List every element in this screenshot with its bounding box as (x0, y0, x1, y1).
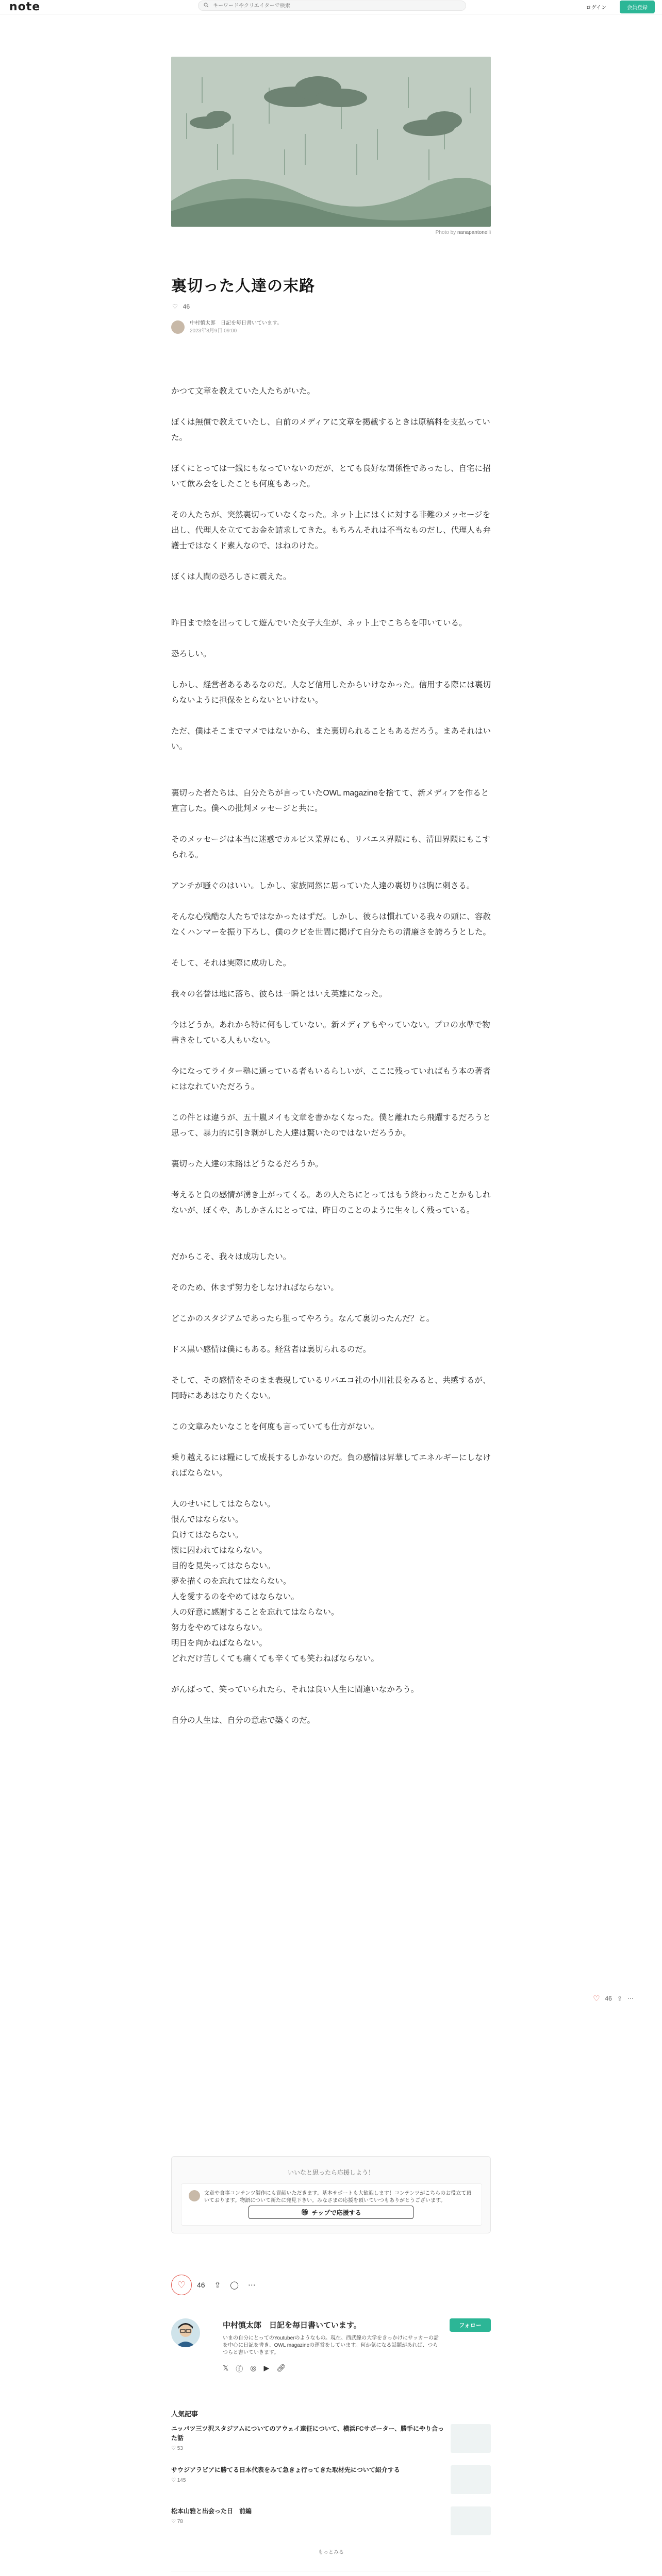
heart-outline-icon: ♡ (593, 1994, 600, 2003)
article-paragraph: ぼくは人間の恐ろしさに震えた。 (171, 572, 291, 581)
article-paragraph: 今はどうか。あれから特に何もしていない。新メディアもやっていない。プロの水準で物書きをしている人もいない。 (171, 1021, 490, 1045)
support-box (171, 2156, 491, 2233)
article-paragraph: がんばって、笑っていられたら、それは良い人生に間違いなかろう。 (171, 1685, 419, 1694)
like-mini[interactable] (172, 303, 190, 310)
article-paragraph: 裏切った人達の末路はどうなるだろうか。 (171, 1160, 323, 1168)
popular-like-count: 145 (177, 2478, 186, 2483)
popular-item[interactable] (171, 2465, 491, 2496)
more-icon[interactable]: ⋯ (247, 2281, 256, 2290)
article-paragraph: 昨日まで絵を出ってして遊んでいた女子大生が、ネット上でこちらを叩いている。 (171, 619, 467, 628)
popular-like-count: 53 (177, 2446, 183, 2451)
support-message: 文章や食事コンテンツ製作にも貢献いただきます。基本サポートも大歓迎します！コンテンツがこちらのお役立て頂いております。物語について新たに発見下きい。みなさまの応援を頂いていつもありがとうございます。 (204, 2191, 472, 2204)
search-icon (204, 1, 209, 10)
article-paragraph: 恐ろしい。 (171, 650, 211, 658)
popular-thumb[interactable] (451, 2506, 491, 2535)
article-paragraph: そして、その感情をそのまま表現しているリバエコ社の小川社長をみると、共感するが、同時にああはなりたくない。 (171, 1376, 491, 1400)
article-title: 裏切った人達の末路 (171, 278, 315, 295)
article-paragraph: しかし、経営者あるあるなのだ。人など信用したからいけなかった。信用する際には裏切らないように担保をとらないといけない。 (171, 681, 491, 705)
more-link[interactable]: もっとみる (318, 2550, 344, 2555)
popular-like: ♡ 78 (171, 2519, 183, 2524)
article-paragraph: かつて文章を教えていた人たちがいた。 (171, 387, 316, 396)
comment-icon[interactable]: ◯ (230, 2281, 239, 2290)
instagram-icon[interactable]: ◎ (250, 2364, 257, 2372)
article-paragraph: だからこそ、我々は成功したい。 (171, 1252, 291, 1261)
popular-like: ♡ 53 (171, 2446, 183, 2451)
article-paragraph: 乗り越えるには糧にして成長するしかないのだ。負の感情は昇華してエネルギーにしなければならない。 (171, 1453, 491, 1478)
link-icon[interactable]: 🔗︎ (276, 2364, 286, 2372)
article-paragraph: 我々の名誉は地に落ち、彼らは一瞬とはいえ英雄になった。 (171, 990, 387, 998)
author-name[interactable]: 中村慎太郎 日記を毎日書いています。 (190, 320, 283, 326)
popular-like-count: 78 (177, 2519, 183, 2524)
tip-button[interactable] (249, 2206, 413, 2219)
popular-thumb[interactable] (451, 2465, 491, 2494)
article-body (171, 384, 491, 1728)
avatar[interactable] (171, 320, 185, 334)
share-icon[interactable]: ⇪ (617, 1995, 622, 2002)
support-heading: いいなと思ったら応援しよう！ (287, 2169, 374, 2176)
social-icons (223, 2364, 286, 2374)
popular-title[interactable]: ニッパツ三ツ沢スタジアムについてのアウェイ遠征について、横浜FCサポーター、勝手にやり合った話 (171, 2425, 444, 2442)
publish-date: 2023年8月9日 09:00 (190, 328, 237, 334)
more-icon[interactable]: ⋯ (627, 1995, 634, 2002)
creator-bio: いまの自分にとってのYoutuberのようなもの。現在、西武線の大学をきっかけにサッカーの話を中心に日記を書き、OWL magazineの運営をしています。何か気になる話題があれば、つらつらと書いていきます。 (223, 2335, 439, 2355)
article-paragraph: その人たちが、突然裏切っていなくなった。ネット上にはくに対する非難のメッセージを出し、代理人を立ててお金を請求してきた。もちろんそれは不当なものだし、代理人も弁護士ではなくド素人なので、はねのけた。 (171, 511, 491, 550)
article-paragraph: この文章みたいなことを何度も言っていても仕方がない。 (171, 1422, 379, 1431)
popular-heading: 人気記事 (171, 2410, 198, 2418)
article-paragraph: ドス黒い感情は僕にもある。経営者は裏切られるのだ。 (171, 1345, 371, 1354)
popular-like: ♡ 145 (171, 2478, 186, 2483)
floating-like[interactable] (593, 1994, 634, 2003)
heart-icon: ♡ (177, 2279, 186, 2290)
heart-outline-icon: ♡ (172, 303, 178, 310)
article-paragraph: そのため、休まず努力をしなければならない。 (171, 1283, 339, 1292)
photo-credit (436, 230, 491, 235)
article-paragraph: ただ、僕はそこまでマメではないから、また裏切られることもあるだろう。まあそれはいい。 (171, 727, 491, 751)
like-count[interactable]: 46 (197, 2281, 205, 2289)
search-input[interactable] (213, 3, 460, 9)
popular-thumb[interactable] (451, 2424, 491, 2453)
hero-illustration (171, 57, 491, 227)
like-button[interactable] (171, 2275, 192, 2295)
photo-credit-user[interactable]: nanapantonelli (457, 230, 491, 235)
photo-credit-prefix: Photo by (435, 230, 456, 235)
article-paragraph: 自分の人生は、自分の意志で築くのだ。 (171, 1716, 316, 1725)
popular-item[interactable] (171, 2506, 491, 2537)
facebook-icon[interactable]: ⓕ (236, 2365, 243, 2373)
login-link[interactable]: ログイン (586, 5, 606, 11)
header-right (586, 1, 655, 13)
note-logo[interactable]: note (9, 1, 41, 13)
author-mini[interactable] (171, 319, 282, 335)
youtube-icon[interactable]: ▶ (263, 2364, 270, 2372)
author-meta (190, 319, 282, 335)
article-paragraph: そのメッセージは本当に迷惑でカルピス業界にも、リバエス界隈にも、清田界隈にもこすられる。 (171, 835, 490, 859)
creator-avatar[interactable] (171, 2318, 200, 2347)
signup-button[interactable]: 会員登録 (620, 1, 655, 13)
popular-title[interactable]: サウジアラビアに勝てる日本代表をみて急きょ行ってきた取材先について紹介する (171, 2466, 400, 2473)
popular-title[interactable]: 松本山雅と出会った日 前編 (171, 2507, 252, 2515)
article-paragraph: 考えると負の感情が湧き上がってくる。あの人たちにとってはもう終わったことかもしれないが、ぼくや、あしかさんにとっては、昨日のことのように生々しく残っている。 (171, 1191, 491, 1215)
site-header (0, 0, 662, 14)
article-paragraph: ぼくにとっては一銭にもなっていないのだが、とても良好な関係性であったし、自宅に招いて飲み会をしたことも何度もあった。 (171, 464, 491, 488)
article-paragraph: 裏切った者たちは、自分たちが言っていたOWL magazineを捨てて、新メディアを作ると宣言した。僕への批判メッセージと共に。 (171, 789, 489, 813)
search-box[interactable] (198, 1, 466, 11)
x-icon[interactable]: 𝕏 (223, 2364, 229, 2372)
article-paragraph: ぼくは無償で教えていたし、自前のメディアに文章を掲載するときは原稿料を支払っていた。 (171, 418, 490, 442)
article-pager (171, 2571, 491, 2576)
article-paragraph: そんな心残酷な人たちではなかったはずだ。しかし、彼らは慣れている我々の頭に、容赦なくハンマーを振り下ろし、僕のクビを世間に掲げて自分たちの清廉さを誇ろうとした。 (171, 912, 491, 937)
article-paragraph: この件とは違うが、五十嵐メイも文章を書かなくなった。僕と離れたら飛躍するだろうと思って、暴力的に引き剥がした人達は驚いたのではないだろうか。 (171, 1113, 491, 1138)
article-paragraph: アンチが騒ぐのはいい。しかし、家族同然に思っていた人達の裏切りは胸に刺さる。 (171, 882, 475, 890)
support-inner (181, 2183, 482, 2226)
like-count-mini: 46 (183, 303, 190, 310)
creator-name[interactable]: 中村慎太郎 日記を毎日書いています。 (223, 2321, 361, 2330)
floating-like-count: 46 (605, 1995, 612, 2002)
action-row (171, 2275, 256, 2295)
article-paragraph: 人のせいにしてはならない。 恨んではならない。 負けてはならない。 懐に囚われてはならない。 目的を見失ってはならない。 夢を描くのを忘れてはならない。 人を愛するのをやめてはならない。 人の好意に感謝することを忘れてはならない。 努力をやめてはならない。 明日を向かねばならない。 どれだけ苦しくても痛くても辛くても笑わねばならない。 (171, 1500, 379, 1663)
article-paragraph: 今になってライター塾に通っている者もいるらしいが、ここに残っていればもう本の著者にはなれていただろう。 (171, 1067, 491, 1091)
article-paragraph: そして、それは実際に成功した。 (171, 959, 291, 968)
share-icon[interactable]: ⇪ (214, 2281, 221, 2290)
follow-button[interactable]: フォロー (450, 2318, 491, 2332)
tip-label: チップで応援する (311, 2209, 361, 2216)
creator-profile (171, 2313, 491, 2380)
article-paragraph: どこかのスタジアムであったら狙ってやろう。なんて裏切ったんだ？と。 (171, 1314, 435, 1323)
gift-icon: 🎁︎ (301, 2209, 309, 2216)
popular-item[interactable] (171, 2424, 491, 2455)
avatar (189, 2190, 200, 2201)
